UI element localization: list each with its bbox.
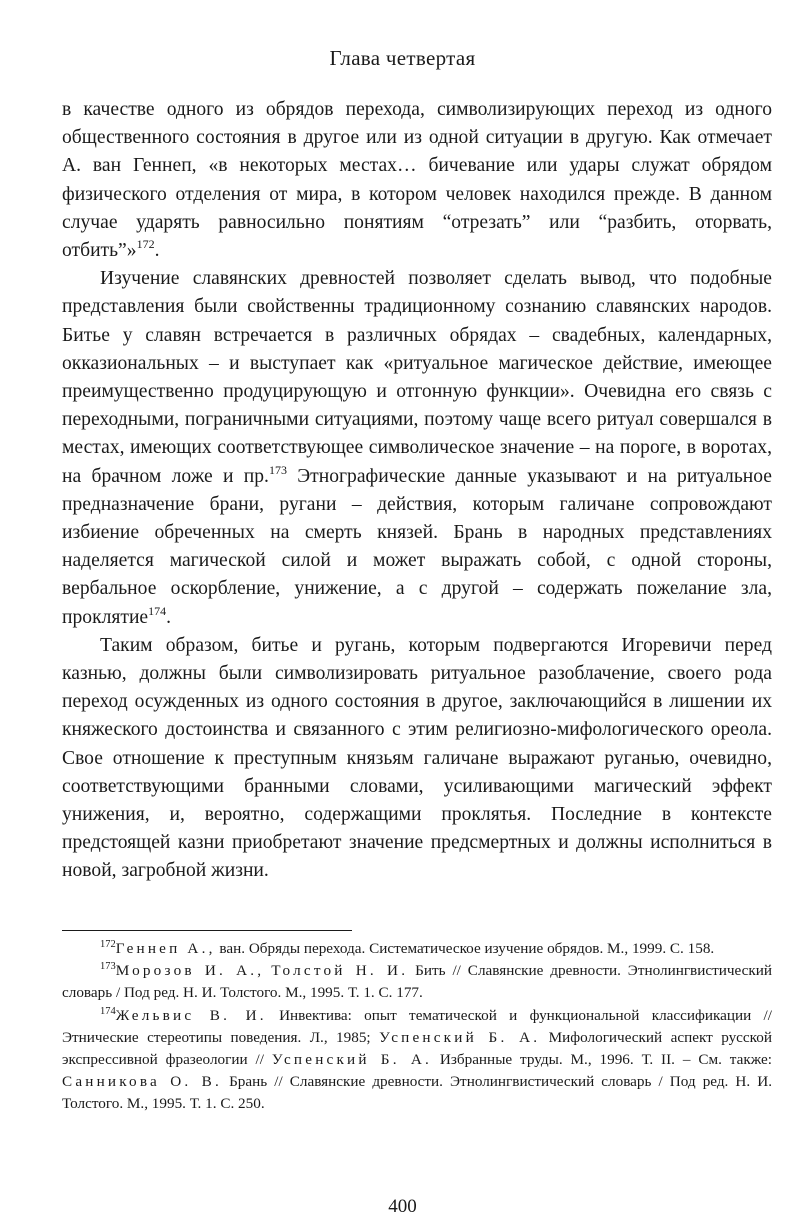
footnote-text: Бить // Славянские древности. Этнолингвистический словарь / Под ред. Н. И. Толстого. М., 1995. Т. 1. С. 177. [62,962,772,1002]
footnote-ref-174[interactable]: 174 [148,603,167,618]
footnote-author: Санникова О. В. [62,1073,222,1091]
footnote-text: Брань // Славянские древности. Этнолингвистический словарь / Под ред. Н. И. Толстого. М., 1995. Т. 1. С. 250. [62,1073,773,1113]
main-text [62,96,772,886]
footnote-ref-172[interactable]: 172 [136,237,155,252]
paragraph-1 [62,96,772,265]
footnote-number: 173 [100,961,116,973]
paragraph-1-text: в качестве одного из обрядов перехода, символизирующих переход из одного общественного состояния в другое или из одной ситуации в другую. Как отмечает А. ван Геннеп, «в некоторых местах… бичевание или удары служат обрядом физического отделения от мира, в котором человек находился прежде. В данном случае ударять равносильно понятиям “отрезать” или “разбить, оторвать, отбить”» [62,99,772,262]
paragraph-2-text-a: Изучение славянских древностей позволяет сделать вывод, что подобные представления были свойственны традиционному сознанию славянских народов. Битье у славян встречается в различных обрядах – свадебных, календарных, окказиональных – и выступает как «ритуальное магическое действие, имеющее преимущественно продуцирующую и отгонную функции». Очевидна его связь с переходными, пограничными ситуациями, поэтому чаще всего ритуал совершался в местах, имеющих соответствующее символическое значение – на пороге, в воротах, на брачном ложе и пр. [62,268,772,487]
footnote-text: ван. Обряды перехода. Систематическое изучение обрядов. М., 1999. С. 158. [215,940,715,957]
footnote-author: Морозов И. А., [115,962,265,980]
footnote-number: 172 [100,939,116,950]
footnote-author: Успенский Б. А. [271,1051,432,1069]
footnotes [62,938,772,1116]
page-number: 400 [388,1196,417,1217]
footnote-173 [62,960,772,1004]
paragraph-1-tail: . [154,240,160,262]
running-title: Глава четвертая [329,46,476,70]
paragraph-2-text-b: Этнографические данные указывают и на ритуальное предназначение брани, ругани – действия, которым галичане сопровождают избиение обреченных на смерть князей. Брань в народных представлениях наделяется магической силой и может выражать собой, с одной стороны, вербальное оскорбление, унижение, а с другой – содержать пожелание зла, проклятие [62,465,772,628]
footnote-separator [62,930,352,931]
footnote-author: Геннеп А., [115,940,216,957]
footnote-ref-173[interactable]: 173 [268,462,287,477]
paragraph-2-tail: . [166,606,172,628]
footnote-174 [62,1005,772,1116]
paragraph-2 [62,265,772,632]
footnote-text: Избранные труды. М., 1996. Т. II. – См. также: [432,1051,773,1069]
paragraph-3 [62,632,772,886]
footnote-author: Успенский Б. А. [379,1028,541,1046]
footnote-author: Жельвис В. И. [115,1006,267,1024]
footnote-author: Толстой Н. И. [271,962,409,980]
footnote-text: Инвектива: опыт тематической и функциональной классификации // Этнические стереотипы поведения. Л., 1985; [62,1006,772,1046]
footnote-text: Мифологический аспект русской экспрессивной фразеологии // [62,1028,772,1069]
footnote-172 [62,938,772,960]
footnote-number: 174 [100,1005,116,1017]
paragraph-3-text: Таким образом, битье и ругань, которым подвергаются Игоревичи перед казнью, должны были символизировать ритуальное разоблачение, своего рода переход осужденных из одного состояния в другое, заключающийся в лишении их княжеского достоинства и связанного с этим религиозно-мифологического ореола. Свое отношение к преступным князьям галичане выражают руганью, очевидно, соответствующими бранными словами, усиливающими магический эффект унижения, и, вероятно, содержащими проклятья. Последние в контексте предстоящей казни приобретают значение предсмертных и должны исполниться в новой, загробной жизни. [62,634,772,882]
